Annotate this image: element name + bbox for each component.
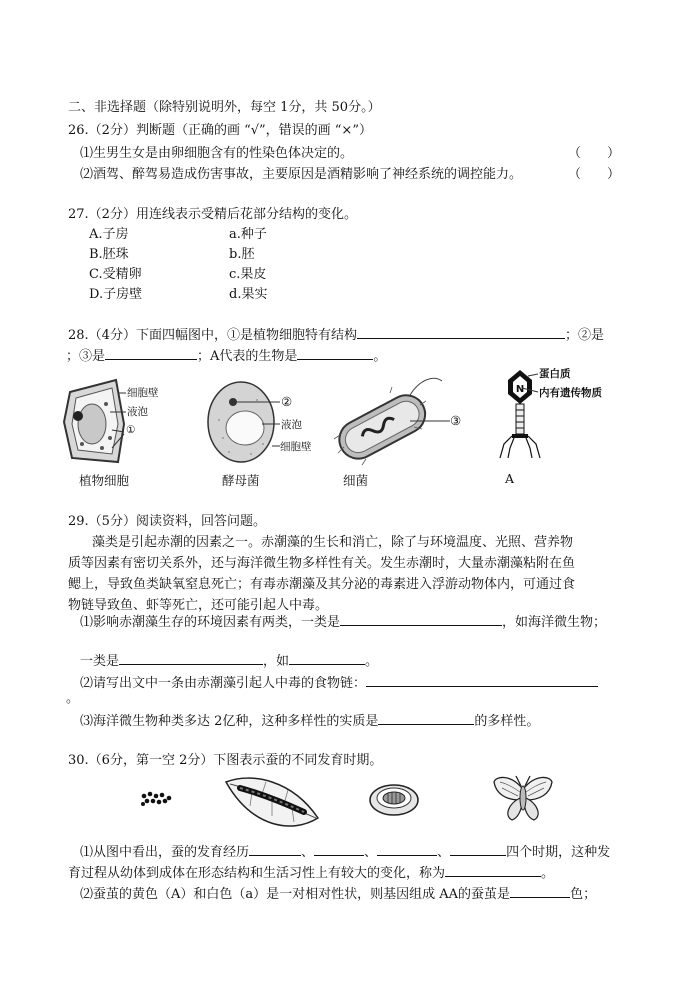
plant-cell-caption: 植物细胞: [79, 473, 130, 488]
q27-right-b: b.胚: [229, 247, 255, 262]
q30-q1-d: 。: [541, 866, 555, 881]
q29-q1-d: ，如: [263, 654, 290, 669]
phage-genetic-label: 内有遗传物质: [539, 387, 602, 399]
q26-stem: 26.（2分）判断题（正确的画 “√”，错误的画 “×”）: [68, 123, 372, 138]
q27-right-a: a.种子: [229, 227, 267, 242]
q29-q3-a: ⑶海洋微生物种类多达 2亿种，这种多样性的实质是: [80, 714, 379, 729]
q27-left-a: A.子房: [89, 227, 129, 242]
q28-stem-a: 28.（4分）下面四幅图中，①是植物细胞特有结构: [68, 328, 357, 343]
q28-stem-end: 。: [373, 349, 387, 364]
yeast-caption: 酵母菌: [222, 473, 260, 488]
q29-passage-line1: 藻类是引起赤潮的因素之一。赤潮藻的生长和消亡，除了与环境温度、光照、营养物: [92, 535, 574, 550]
silkworm-moth-figure: [492, 770, 554, 822]
q30-blank-5[interactable]: [445, 864, 541, 877]
plant-cell-vacuole-label: 液泡: [127, 406, 148, 418]
q29-blank-4[interactable]: [366, 674, 598, 687]
q30-blank-3[interactable]: [377, 843, 437, 856]
bacterium-marker-3: ③: [450, 413, 462, 428]
q29-q1-b: ，如海洋微生物；: [502, 615, 607, 630]
q30-stem: 30.（6分，第一空 2分）下图表示蚕的不同发育时期。: [68, 753, 383, 768]
q29-q2-line: [80, 674, 598, 692]
phage-caption: A: [505, 471, 515, 486]
q30-blank-4[interactable]: [450, 843, 506, 856]
q30-q2-line: [80, 885, 596, 903]
q30-q1-line2: [68, 864, 554, 882]
q29-blank-1[interactable]: [340, 613, 502, 626]
q30-q2-a: ⑵蚕茧的黄色（A）和白色（a）是一对相对性状，则基因组成 AA的蚕茧是: [80, 887, 511, 902]
svg-text:N: N: [515, 384, 525, 395]
q28-stem-b: ；②是: [564, 328, 604, 343]
q30-q2-b: 色；: [570, 887, 597, 902]
q29-blank-3[interactable]: [289, 652, 365, 665]
q29-q1-a: ⑴影响赤潮藻生存的环境因素有两类，一类是: [80, 615, 341, 630]
q29-q1-c: 一类是: [80, 654, 120, 669]
plant-cell-wall-label: 细胞壁: [127, 387, 159, 399]
q29-passage-line3: 鳃上，导致鱼类缺氧窒息死亡；有毒赤潮藻及其分泌的毒素进入浮游动物体内，可通过食: [68, 577, 576, 592]
q27-right-d: d.果实: [229, 287, 268, 302]
yeast-vacuole-label: 液泡: [281, 419, 302, 431]
q30-blank-6[interactable]: [510, 885, 570, 898]
q30-q1-a: ⑴从图中看出，蚕的发育经历: [80, 845, 250, 860]
q27-left-c: C.受精卵: [89, 267, 142, 282]
q30-blank-2[interactable]: [314, 843, 364, 856]
q29-passage-line4: 物链导致鱼、虾等死亡，还可能引起人中毒。: [68, 598, 329, 613]
q27-left-d: D.子房壁: [89, 287, 143, 302]
q29-q2-end: 。: [66, 691, 80, 706]
yeast-marker-2: ②: [281, 394, 293, 409]
q29-q1-e: 。: [365, 654, 379, 669]
q30-sep-1: 、: [301, 845, 315, 860]
q26-answer-paren-1[interactable]: （ ）: [568, 146, 621, 161]
q29-blank-5[interactable]: [378, 712, 474, 725]
q28-stem-d: ；A代表的生物是: [197, 349, 298, 364]
q29-q2-text: ⑵请写出文中一条由赤潮藻引起人中毒的食物链：: [80, 676, 367, 691]
q26-item-2: ⑵酒驾、醉驾易造成伤害事故，主要原因是酒精影响了神经系统的调控能力。: [80, 167, 523, 182]
q30-q1-line1: [80, 843, 610, 861]
q29-q3-b: 的多样性。: [474, 714, 540, 729]
bacterium-caption: 细菌: [343, 473, 369, 488]
q29-blank-2[interactable]: [119, 652, 263, 665]
silkworm-pupa-figure: [368, 778, 420, 818]
q27-left-b: B.胚珠: [89, 247, 129, 262]
q30-q1-b: 四个时期，这种发: [506, 845, 611, 860]
yeast-wall-label: 细胞壁: [280, 441, 312, 453]
plant-cell-marker-1: ①: [126, 424, 136, 436]
silkworm-larva-figure: [222, 772, 322, 834]
q30-sep-3: 、: [437, 845, 451, 860]
phage-protein-label: 蛋白质: [539, 368, 571, 380]
q30-q1-c: 育过程从幼体到成体在形态结构和生活习性上有较大的变化，称为: [68, 866, 446, 881]
q27-right-c: c.果皮: [229, 267, 267, 282]
q29-passage-line2: 质等因素有密切关系外，还与海洋微生物多样性有关。发生赤潮时，大量赤潮藻粘附在鱼: [68, 556, 576, 571]
q26-item-1: ⑴生男生女是由卵细胞含有的性染色体决定的。: [80, 146, 354, 161]
q28-stem-c: ；③是: [66, 349, 106, 364]
q29-q3-line: [80, 712, 539, 730]
q30-blank-1[interactable]: [249, 843, 301, 856]
q30-sep-2: 、: [364, 845, 378, 860]
silkworm-eggs-figure: [140, 790, 174, 808]
section-header: 二、非选择题（除特别说明外，每空 1分，共 50分。）: [68, 100, 381, 115]
q29-stem: 29.（5分）阅读资料，回答问题。: [68, 514, 266, 529]
q29-q1-line2: [80, 652, 378, 670]
q26-answer-paren-2[interactable]: （ ）: [568, 167, 621, 182]
q27-stem: 27.（2分）用连线表示受精后花部分结构的变化。: [68, 207, 357, 222]
q29-q1-line1: [80, 613, 606, 631]
